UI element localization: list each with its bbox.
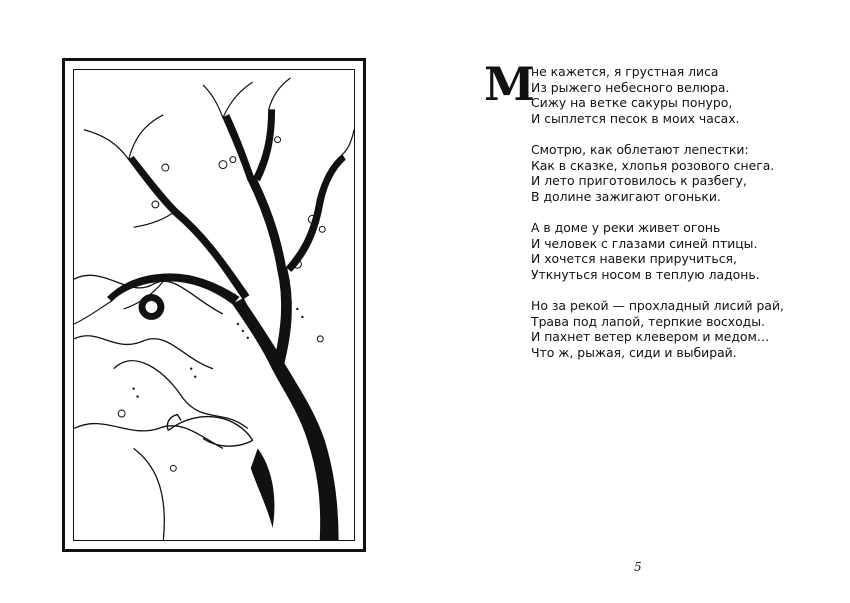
poem-line: И лето приготовилось к разбегу,	[531, 173, 747, 189]
poem-line: Как в сказке, хлопья розового снега.	[531, 157, 775, 173]
poem-line: Из рыжего небесного велюра.	[531, 79, 730, 95]
poem-line: А в доме у реки живет огонь	[531, 219, 721, 235]
illustration-inner-border	[73, 69, 355, 541]
poem-line: Что ж, рыжая, сиди и выбирай.	[531, 344, 737, 360]
poem-line: Сижу на ветке сакуры понуро,	[531, 95, 733, 111]
poem-line: И пахнет ветер клевером и медом…	[531, 329, 770, 345]
poem-line: Уткнуться носом в теплую ладонь.	[531, 266, 760, 282]
poem-line: Смотрю, как облетают лепестки:	[531, 141, 749, 157]
illustration-frame	[62, 58, 366, 552]
poem	[484, 57, 804, 376]
poem-line: И человек с глазами синей птицы.	[531, 235, 758, 251]
poem-line: В долине зажигают огоньки.	[531, 188, 721, 204]
page-number: 5	[634, 560, 642, 574]
poem-line: И сыплется песок в моих часах.	[531, 110, 740, 126]
poem-line: И хочется навеки приручиться,	[531, 251, 737, 267]
stanza	[484, 298, 804, 360]
poem-line: не кажется, я грустная лиса	[531, 64, 719, 79]
drop-cap: М	[484, 57, 535, 111]
poem-line: Но за рекой — прохладный лисий рай,	[531, 297, 784, 313]
stanza	[484, 142, 804, 204]
stanza	[484, 220, 804, 282]
tree-fox-illustration	[74, 70, 354, 540]
poem-line: Трава под лапой, терпкие восходы.	[531, 313, 765, 329]
